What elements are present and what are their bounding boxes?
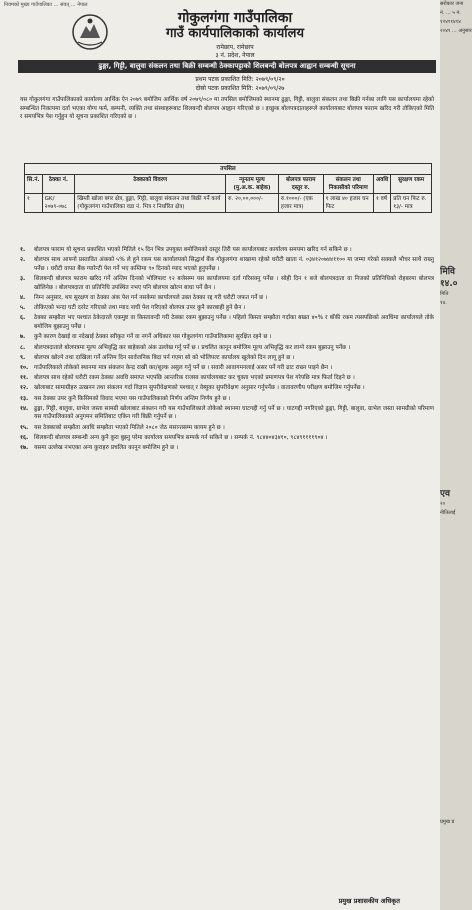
clause-item	[20, 333, 434, 342]
clause-number: ११.	[20, 375, 29, 382]
table-header: संकलन तथा निकासीको परिमाण	[323, 175, 373, 194]
clause-text: शिलबन्दी बोलपत्र फाराम खरिद गर्ने अन्तिम दिनको भोलिपल्ट १२ बजेसम्म यस कार्यालयमा दर्ता गरिसक्नु पर्नेछ । सोही दिन १ बजे बोलपत्रदाता वा निजको प्रतिनिधिको रोहबरमा बोलपत्र खोलिनेछ । बोलपत्रदाता वा प्रतिनिधि उपस्थित नभए पनि बोलपत्र खोल्न बाधा पर्ने छैन ।	[34, 276, 434, 291]
column-heading: १४.०	[440, 279, 458, 289]
clause-item	[20, 424, 434, 433]
clause-text: बोलपत्र खोल्ने तथा दाखिला गर्ने अन्तिम दिन सार्वजनिक बिदा पर्न गएमा सो को भोलिपल्ट कार्यालय खुलेको दिन लागू हुने छ ।	[34, 354, 295, 361]
address-line-2: ३ नं. प्रदेश, नेपाल	[215, 52, 255, 59]
column-text: १२४९१४१४	[440, 19, 461, 25]
clause-item	[20, 344, 434, 353]
clause-text: तोकिएको भन्दा घटी दररेट गरिएको तथा म्याद नाघी पेश गरिएको बोलपत्र उपर कुनै कारबाही हुने छैन ।	[34, 305, 246, 312]
clause-text: यसमा उल्लेख नभएका अन्य कुराहरु प्रचलित कानून बमोजिम हुने छ ।	[34, 445, 179, 452]
table-header-row	[25, 175, 432, 194]
clause-item	[20, 314, 434, 331]
clause-text: यस ठेक्का उपर कुनै किसिमको विवाद भएमा यस गाउँपालिकाको निर्णय अन्तिम निर्णय हुने छ ।	[34, 395, 231, 402]
table-header: बोलपत्र फाराम दस्तुर रु.	[278, 175, 323, 194]
table-row	[25, 194, 432, 213]
table-cell: १	[25, 194, 43, 213]
table-caption: तपसिल	[25, 164, 432, 175]
clause-number: १०.	[20, 364, 29, 371]
column-heading: एव	[440, 489, 450, 499]
column-text: मिति	[440, 291, 449, 297]
nepal-emblem-icon	[70, 12, 110, 52]
column-text: नीतिलाई	[440, 510, 456, 516]
clause-text: बोलपत्र फाराम यो सूचना प्रकाशित भएको मितिले १५ दिन भित्र उपयुक्त बमोजिमको दस्तुर तिरी यस कार्यालयबाट कार्यालय समयमा खरिद गर्न सकिने छ ।	[34, 247, 352, 253]
table-cell: GK/२०७९-०७८	[42, 194, 75, 213]
column-text: १४.	[440, 300, 447, 306]
org-address	[150, 44, 320, 60]
clause-item	[20, 275, 434, 292]
clause-item	[20, 256, 434, 273]
clause-number: ३.	[20, 276, 26, 283]
table-cell: रु.१०००/- (एक हजार मात्र)	[278, 194, 323, 213]
clause-number: ७.	[20, 334, 26, 341]
table-header: सुरक्षण रकम	[391, 175, 432, 194]
adjacent-column	[440, 0, 472, 910]
table-cell: प्रति घन फिट रु. १३/- मात्र	[391, 194, 432, 213]
clause-number: ६.	[20, 315, 26, 322]
publication-date: प्रथम पटक प्रकाशित मिति: २०७९/०९/२०	[195, 76, 285, 83]
table-cell: १ लाख ४० हजार घन फिट	[323, 194, 373, 213]
table-header: सि.नं.	[25, 175, 43, 194]
clause-text: बोलपत्र साथ रहेको धरौटी रकम ठेक्का अवधि समाप्त भएपछि आन्तरिक राजस्व कार्यालयबाट कर चुक्ता भएको प्रमाणपत्र पेश गरेपछि मात्र फिर्ता दिइने छ ।	[34, 375, 355, 382]
column-heading: मिवि	[440, 267, 456, 277]
clause-number: १३.	[20, 395, 29, 402]
clause-item	[20, 294, 434, 303]
clause-number: १७.	[20, 445, 29, 452]
clause-text: बोलपत्रदाताले बोलपत्रमा मूल्य अभिवृद्धि कर बाहेकको अंक उल्लेख गर्नु पर्ने छ । प्रचलित कानून बमोजिम मूल्य अभिवृद्धि कर लाग्ने रकम बुझाउनु पर्नेछ ।	[34, 344, 351, 351]
clause-number: ८.	[20, 344, 26, 351]
notice-banner: ढुङ्गा, गिट्टी, बालुवा संकलन तथा बिक्री सम्बन्धी ठेक्कापट्टाको शिलबन्दी बोलपत्र आह्वान सम्बन्धी सूचना	[18, 60, 436, 73]
column-text: २०४९ ... अनुसार	[440, 28, 472, 34]
clause-number: १.	[20, 247, 26, 253]
clause-text: खोलाबाट सामाग्रीहरु उत्खनन तथा संकलन गर्दा विज्ञान सुपरीवेक्षणको पश्चात् र वेब्युका सुपरीवेक्षण अनुसार गर्नुपर्नेछ । वातावरणीय परीक्षण बमोजिम गर्नुपर्नेछ ।	[34, 385, 365, 392]
table-header: ठेक्काको विवरण	[75, 175, 226, 194]
column-text: सरोकार जना	[440, 1, 464, 7]
publication-date-2: दोस्रो पटक प्रकाशित मिति: २०७९/०९/२७	[195, 85, 285, 92]
table-cell: रु. २०,००,०००/-	[226, 194, 279, 213]
table-header: अवधि	[373, 175, 390, 194]
table-cell: खिम्ती खोला बगर क्षेत्र, ढुङ्गा, गिट्टी, बालुवा संकलन तथा बिक्री गर्ने कार्य (गोकुलगंगा गाउँपालिका वडा नं. भित्र र निर्धारित क्षेत्र)	[75, 194, 226, 213]
clause-item	[20, 384, 434, 393]
clause-item	[20, 246, 434, 255]
table-header: न्यूनतम मूल्य (मु.अ.क. बाहेक)	[226, 175, 279, 194]
clause-text: गाउँपालिकाले तोकेको स्थानमा मात्र संकलन केन्द्र राखी कर/शुल्क असुल गर्नु पर्ने छ । सवारी आवागमनलाई असर पर्ने गरी ढाट राख्न पाइने छैन ।	[34, 364, 333, 371]
clause-item	[20, 405, 434, 422]
address-line-1: रामेछाप, रामेछाप	[216, 44, 254, 51]
clause-number: १२.	[20, 385, 29, 392]
clause-text: ढुङ्गा, गिट्टी, बालुवा, ग्राभेल जस्ता सामग्री खोलाबाट संकलन गरी यस गाउँपालिकाले तोकेको स्थानमा घाटगद्दी गर्नु पर्ने छ । घाटगद्दी नगरिएको ढुङ्गा, गिट्टी, बालुवा, ग्राभेल जस्ता सामग्रीको परिमाण यस गाउँपालिकाको अनुगमन समितिबाट एकिन गरी बिक्री गर्नुपर्ने छ ।	[34, 405, 434, 421]
intro-paragraph: यस गोकुलगंगा गाउँपालिकाको कार्यालय आर्थिक ऐन २०७९ बमोजिम आर्थिक वर्ष २०७९/०८० मा तपसिल बमोजिमको स्थानमा ढुङ्गा, गिट्टी, बालुवा संकलन तथा बिक्री गर्नका लागि यस कार्यालयमा रहेको सम्बन्धित निकायमा दर्ता भएका योग्य फर्म, कम्पनी, व्यक्ति तथा संस्थाहरूबाट शिलबन्दी बोलपत्र आह्वान गरिएको छ । इच्छुक बोलपत्रदाताहरूले कार्यालयबाट बोलपत्र फाराम खरिद गरी तोकिएको मिति र समयभित्र पेश गर्नुहुन यो सूचना प्रकाशित गरिएको छ ।	[20, 97, 434, 121]
clause-text: बोलपत्र साथ आफ्नो प्रस्तावित अंकको ५% ले हुने रकम यस कार्यालयको सिद्धार्थ बैंक गोकुलगंगा शाखामा रहेको धरौटी खाता नं. ०३४१२०७४४११०० मा जम्मा गरेको सक्कलै भौचर साथै राख्नु पर्नेछ । धरौटी वापत बैंक ग्यारेन्टी पेश गर्ने भए कम्तिमा ९० दिनको म्याद भएको हुनुपर्नेछ ।	[34, 257, 434, 272]
clause-item	[20, 354, 434, 363]
clause-item	[20, 434, 434, 443]
clause-item	[20, 304, 434, 313]
tender-table	[24, 163, 432, 213]
clause-list	[20, 246, 434, 454]
clause-item	[20, 395, 434, 404]
clause-number: ५.	[20, 305, 26, 312]
clause-text: निम्न अनुसार, थप सुरक्षण वा ठेक्का अंक पेश गर्न नसकेमा कार्यालयले उक्त ठेक्का रद्द गरी धरौटी जफत गर्ने छ ।	[34, 295, 268, 302]
clause-text: शिलबन्दी बोलपत्र सम्बन्धी अन्य कुनै कुरा बुझ्नु परेमा कार्यालय समयभित्र सम्पर्क गर्न सकिने छ । सम्पर्क नं. ९८४४०४३४१०, ९८४९११११९०४ ।	[34, 434, 328, 441]
signature-title: प्रमुख प्रशासकीय अधिकृत	[338, 897, 400, 905]
clause-number: १५.	[20, 424, 29, 431]
org-subtitle: गाउँ कार्यपालिकाको कार्यालय	[166, 26, 304, 41]
clause-number: ९.	[20, 354, 26, 361]
clause-number: १६.	[20, 434, 29, 441]
clause-item	[20, 374, 434, 383]
column-text: २०	[440, 501, 446, 507]
clause-number: २.	[20, 257, 26, 264]
clause-text: यस ठेक्काको सम्झौता अवधि सम्झौता भएको मितिले २०८० जेठ मसान्तसम्म कायम हुने छ ।	[34, 424, 225, 431]
table-cell: १ वर्ष	[373, 194, 390, 213]
column-text: प्रमुख प्र	[440, 819, 455, 825]
clause-number: १४.	[20, 405, 29, 412]
table-header: ठेक्का नं.	[42, 175, 75, 194]
org-title: गोकुलगंगा गाउँपालिका	[177, 10, 293, 26]
column-text: नं. ... ५ नं.	[440, 10, 461, 16]
clause-item	[20, 444, 434, 453]
clause-number: ४.	[20, 295, 26, 302]
clause-item	[20, 364, 434, 373]
clause-text: कुनै कारण देखाई वा नदेखाई ठेक्का स्वीकृत गर्ने वा नगर्ने अधिकार यस गोकुलगंगा गाउँपालिकामा सुरक्षित रहने छ ।	[34, 334, 272, 341]
clause-text: ठेक्का सम्झौता भए पश्चात ठेकेदारले एकमुष्ट वा किस्तावन्दी गरी ठेक्का रकम बुझाउनु पर्नेछ । पहिलो किस्ता सम्झौता गर्दाका बखत ४०% र बाँकी रकम त्यसपछिको अवधिमा कार्यालयले तोके बमोजिम बुझाउनु पर्नेछ ।	[34, 315, 434, 331]
top-strip: नियमको मुख्य गाउँपालिका … संवत् … नेपाल	[4, 2, 88, 8]
